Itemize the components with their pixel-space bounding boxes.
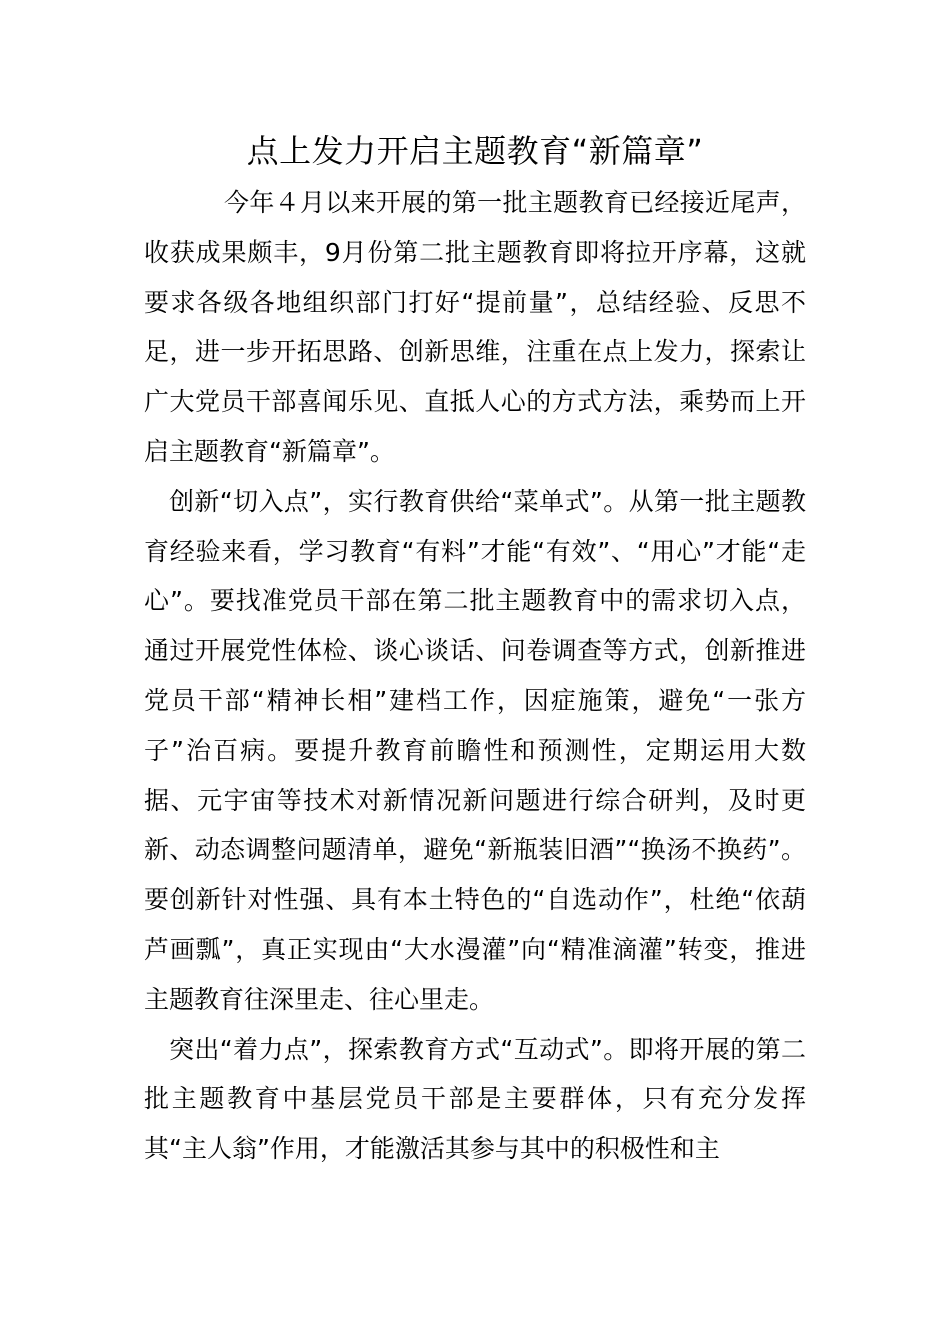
document-title: 点上发力开启主题教育“新篇章” — [246, 132, 704, 170]
document-body — [144, 178, 806, 1174]
paragraph-focus-point: 突出“着力点”，探索教育方式“互动式”。即将开展的第二批主题教育中基层党员干部是主要群体，只有充分发挥其“主人翁”作用，才能激活其参与其中的积极性和主 — [144, 1034, 806, 1164]
paragraph-intro: 今年４月以来开展的第一批主题教育已经接近尾声，收获成果颇丰，9月份第二批主题教育即将拉开序幕，这就要求各级各地组织部门打好“提前量”，总结经验、反思不足，进一步开拓思路、创新思维，注重在点上发力，探索让广大党员干部喜闻乐见、直抵人心的方式方法，乘势而上开启主题教育“新篇章”。 — [144, 188, 806, 466]
paragraph-entry-point: 创新“切入点”，实行教育供给“菜单式”。从第一批主题教育经验来看，学习教育“有料”才能“有效”、“用心”才能“走心”。要找准党员干部在第二批主题教育中的需求切入点，通过开展党性体检、谈心谈话、问卷调查等方式，创新推进党员干部“精神长相”建档工作，因症施策，避免“一张方子”治百病。要提升教育前瞻性和预测性，定期运用大数据、元宇宙等技术对新情况新问题进行综合研判，及时更新、动态调整问题清单，避免“新瓶装旧酒”“换汤不换药”。要创新针对性强、具有本土特色的“自选动作”，杜绝“依葫芦画瓢”，真正实现由“大水漫灌”向“精准滴灌”转变，推进主题教育往深里走、往心里走。 — [144, 486, 806, 1014]
